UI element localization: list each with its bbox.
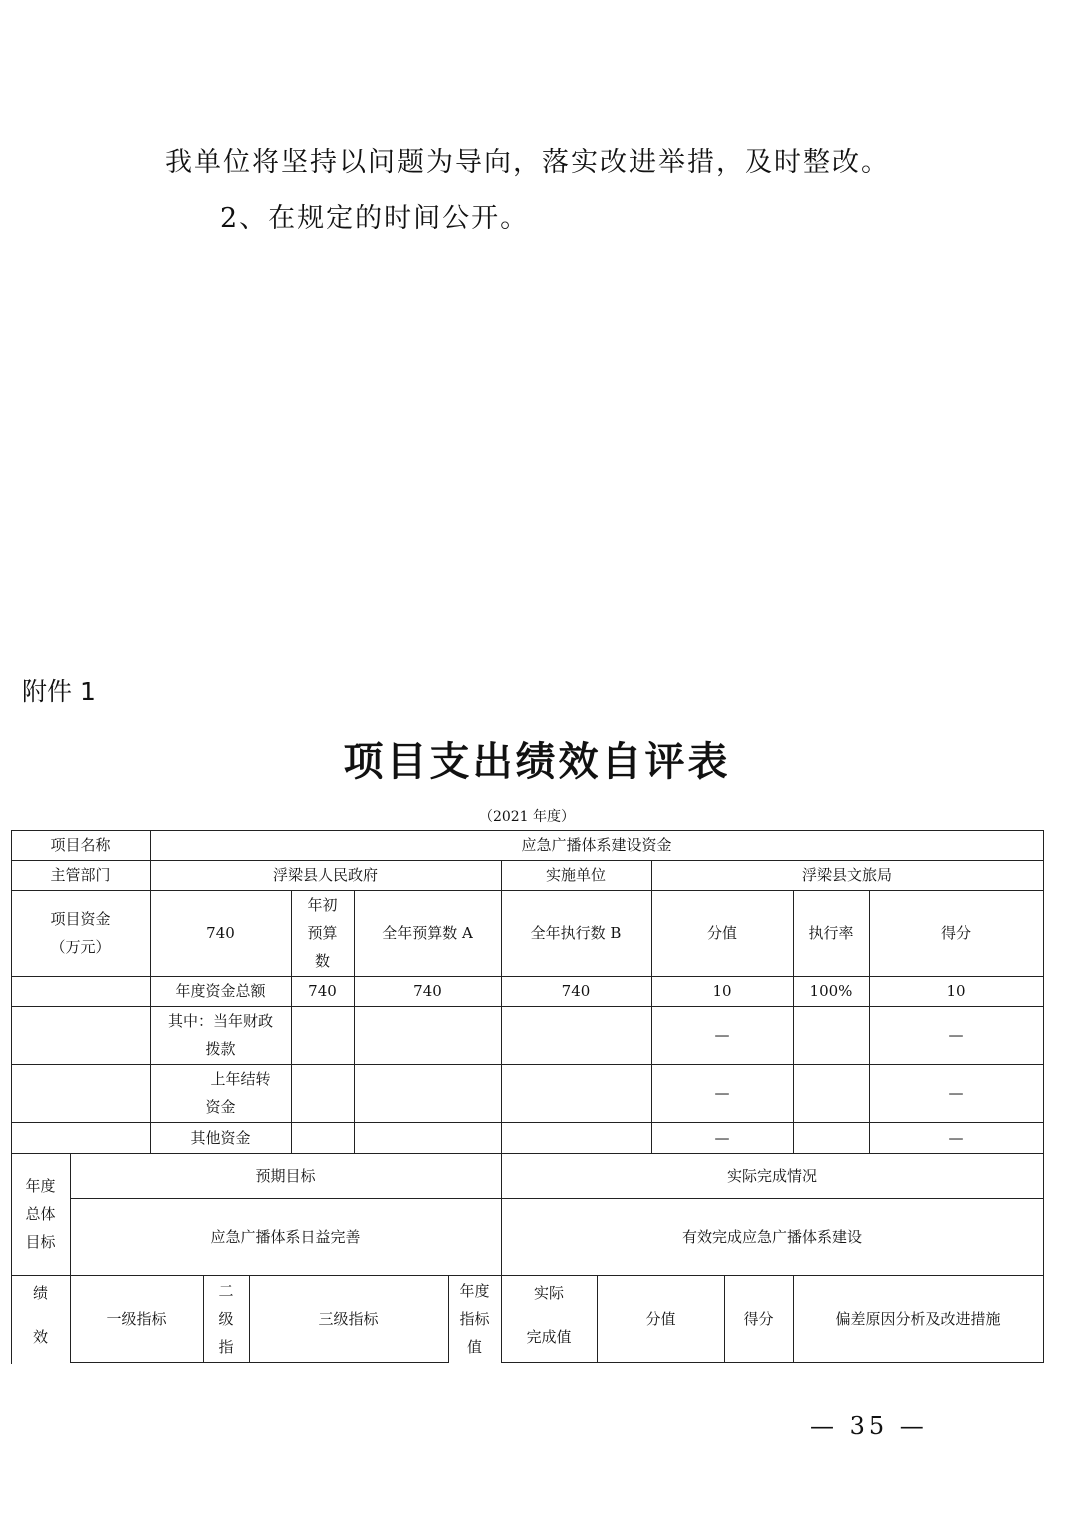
perf-side-label [11,1275,70,1363]
row-carry-label-line2: 资金 [205,1098,236,1116]
row-carry-score: — [948,1084,964,1102]
row-total-exec: 740 [561,982,591,1000]
impl-value: 浮梁县文旅局 [801,866,892,884]
col-actual-line2: 完成值 [526,1328,572,1346]
dept-value: 浮梁县人民政府 [272,866,378,884]
row-carry-value: — [714,1084,730,1102]
row-other-label: 其他资金 [190,1128,251,1147]
row-carry-label [150,1064,291,1122]
col-annual-line1: 年度 [459,1282,490,1300]
body-paragraph-2: 2、在规定的时间公开。 [220,203,530,234]
col-budget-a: 全年预算数 A [382,924,473,942]
row-total-initial: 740 [308,982,337,1000]
col-score: 得分 [940,924,971,942]
goal-side-line3: 目标 [25,1233,56,1251]
col-level2-line2: 级 [218,1310,234,1328]
col-score-value: 分值 [706,924,737,942]
col-level1: 一级指标 [106,1310,167,1328]
col-deviation: 偏差原因分析及改进措施 [835,1310,1001,1328]
goal-side-label [11,1153,70,1275]
dept-label: 主管部门 [50,866,111,884]
col-actual-value [501,1275,597,1363]
row-fiscal-label-line2: 拨款 [205,1040,236,1058]
attachment-label: 附件 1 [22,677,96,706]
col-initial-line3: 数 [314,952,330,970]
project-name-label: 项目名称 [50,836,111,854]
row-other-score: — [948,1128,964,1147]
col-level3: 三级指标 [318,1310,379,1328]
col-annual-line3: 值 [466,1338,482,1356]
col-level2 [203,1275,249,1363]
goal-side-line1: 年度 [25,1177,56,1195]
row-carry-label-line1: 上年结转 [210,1070,271,1088]
col-exec-b: 全年执行数 B [530,924,622,942]
funds-label [11,890,150,976]
col-level2-line1: 二 [218,1282,234,1300]
row-total-budget: 740 [413,982,442,1000]
perf-side-line1: 绩 [32,1284,48,1302]
row-total-value: 10 [712,982,732,1000]
row-total-score: 10 [946,982,966,1000]
page-number: — 35 — [810,1412,928,1440]
actual-goal-text: 有效完成应急广播体系建设 [681,1227,862,1246]
goal-side-line2: 总体 [25,1205,56,1223]
col-perf-value: 分值 [645,1310,676,1328]
project-name-value: 应急广播体系建设资金 [521,836,672,854]
row-fiscal-score: — [948,1026,964,1044]
row-total-rate: 100% [809,982,853,1000]
form-year-note: （2021 年度） [478,809,576,825]
body-paragraph-1: 我单位将坚持以问题为导向，落实改进举措，及时整改。 [165,147,890,178]
col-initial-line1: 年初 [307,896,338,914]
col-perf-score: 得分 [743,1310,774,1328]
form-title: 项目支出绩效自评表 [343,738,731,785]
row-fiscal-label [150,1006,291,1064]
actual-goal-label: 实际完成情况 [726,1166,817,1185]
row-total-label: 年度资金总额 [175,982,266,1000]
funds-label-line2: （万元） [50,938,111,956]
col-exec-rate: 执行率 [808,924,854,942]
expected-goal-label: 预期目标 [255,1166,316,1185]
row-fiscal-label-line1: 其中：当年财政 [167,1012,273,1030]
col-level2-line3: 指 [218,1338,234,1356]
expected-goal-text: 应急广播体系日益完善 [210,1227,361,1246]
row-other-value: — [714,1128,730,1147]
col-actual-line1: 实际 [533,1284,564,1302]
impl-label: 实施单位 [545,866,606,884]
funds-value: 740 [206,924,235,942]
perf-side-line2: 效 [32,1328,48,1346]
col-initial-budget [291,890,354,976]
funds-label-line1: 项目资金 [50,910,111,928]
row-fiscal-value: — [714,1026,730,1044]
col-annual-line2: 指标 [459,1310,490,1328]
col-initial-line2: 预算 [307,924,338,942]
col-annual-target [448,1275,501,1363]
